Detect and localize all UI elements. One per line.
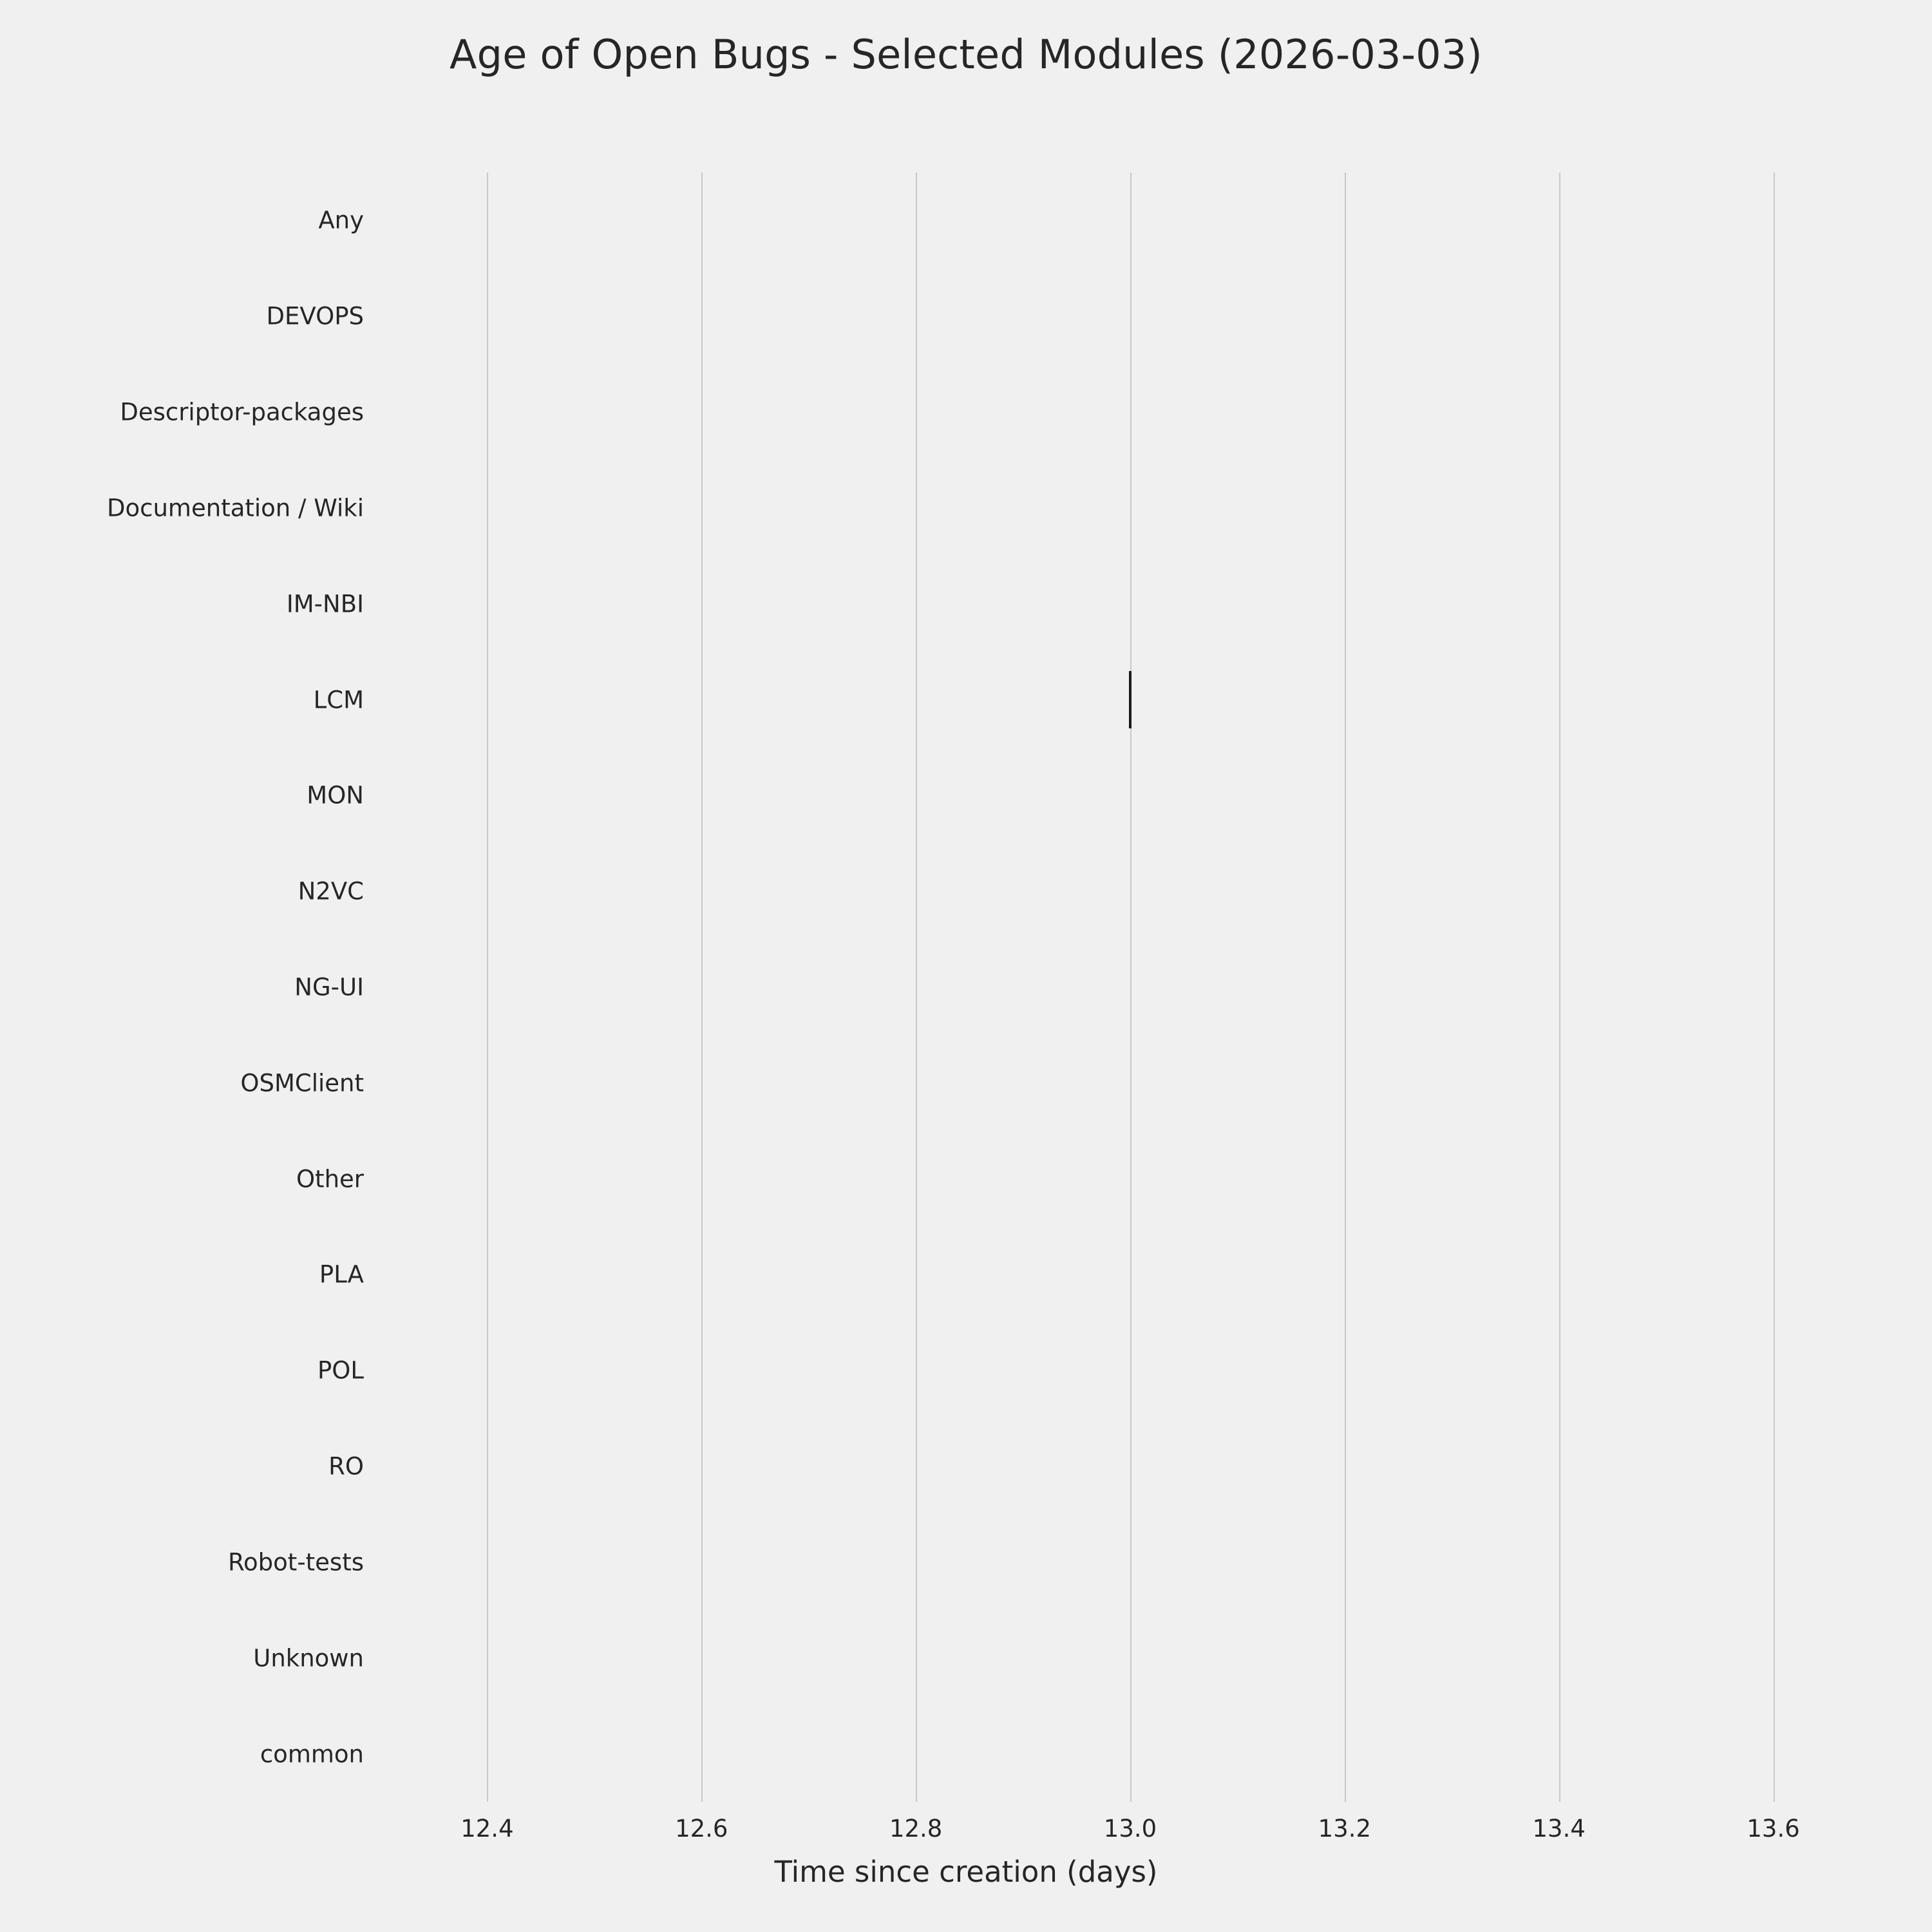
x-tick-label: 13.6 (1747, 1815, 1800, 1842)
violin-mark (1129, 671, 1132, 728)
y-tick-label: Robot-tests (228, 1548, 364, 1577)
y-tick-label: Other (296, 1165, 364, 1193)
y-tick-label: RO (328, 1452, 364, 1481)
y-tick-label: DEVOPS (266, 302, 364, 330)
y-tick-label: MON (307, 781, 364, 810)
y-tick-label: LCM (313, 686, 364, 714)
grid-line (1559, 173, 1560, 1802)
grid-line (701, 173, 703, 1802)
y-tick-label: common (260, 1740, 364, 1768)
y-tick-label: OSMClient (240, 1069, 364, 1097)
y-tick-label: Descriptor-packages (120, 398, 364, 426)
x-axis-label: Time since creation (days) (774, 1855, 1158, 1889)
y-tick-label: IM-NBI (286, 590, 364, 618)
x-tick-label: 12.8 (889, 1815, 943, 1842)
chart-title: Age of Open Bugs - Selected Modules (2026-03-03) (450, 31, 1482, 78)
x-tick-label: 12.6 (675, 1815, 728, 1842)
y-tick-label: Any (318, 206, 364, 234)
grid-line (1345, 173, 1346, 1802)
x-tick-label: 13.2 (1318, 1815, 1372, 1842)
y-tick-label: Documentation / Wiki (107, 494, 364, 522)
y-tick-label: N2VC (298, 877, 364, 905)
x-tick-label: 13.4 (1532, 1815, 1586, 1842)
y-tick-label: NG-UI (294, 973, 364, 1001)
grid-line (1774, 173, 1775, 1802)
x-tick-label: 12.4 (460, 1815, 514, 1842)
y-tick-label: Unknown (253, 1644, 364, 1672)
x-tick-label: 13.0 (1103, 1815, 1157, 1842)
y-tick-label: POL (317, 1356, 364, 1385)
y-tick-label: PLA (319, 1260, 364, 1289)
grid-line (487, 173, 488, 1802)
grid-line (1130, 173, 1132, 1802)
grid-line (916, 173, 917, 1802)
plot-area (380, 173, 1880, 1802)
